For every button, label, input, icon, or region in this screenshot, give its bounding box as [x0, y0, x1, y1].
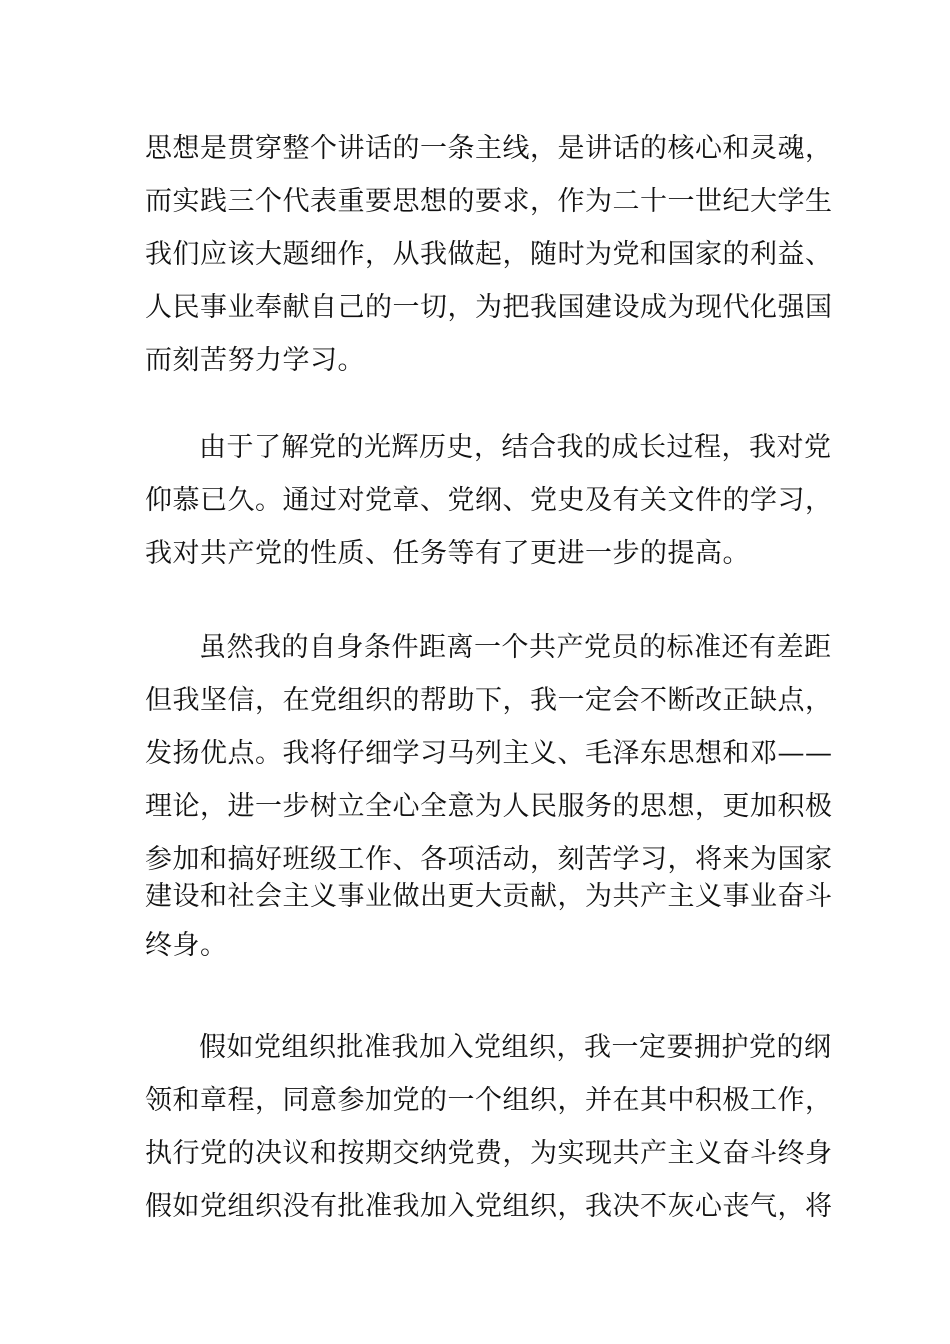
paragraph-2-line-3: 我对共产党的性质、任务等有了更进一步的提高。 — [145, 538, 750, 569]
paragraph-3-line-3: 发扬优点。我将仔细学习马列主义、毛泽东思想和邓—— — [145, 738, 833, 769]
paragraph-3-line-5: 参加和搞好班级工作、各项活动，刻苦学习，将来为国家 — [145, 844, 833, 875]
paragraph-2-line-1: 由于了解党的光辉历史，结合我的成长过程，我对党 — [199, 432, 832, 463]
paragraph-3-line-7: 终身。 — [145, 930, 228, 961]
paragraph-3-line-6: 建设和社会主义事业做出更大贡献，为共产主义事业奋斗 — [145, 881, 833, 912]
paragraph-1-line-3: 我们应该大题细作，从我做起，随时为党和国家的利益、 — [145, 239, 833, 270]
paragraph-2-line-2: 仰慕已久。通过对党章、党纲、党史及有关文件的学习， — [145, 485, 833, 516]
paragraph-3-line-2: 但我坚信，在党组织的帮助下，我一定会不断改正缺点， — [145, 685, 833, 716]
paragraph-1-line-4: 人民事业奉献自己的一切，为把我国建设成为现代化强国 — [145, 292, 833, 323]
paragraph-4-line-1: 假如党组织批准我加入党组织，我一定要拥护党的纲 — [199, 1032, 832, 1063]
paragraph-1-line-2: 而实践三个代表重要思想的要求，作为二十一世纪大学生 — [145, 186, 833, 217]
paragraph-4-line-3: 执行党的决议和按期交纳党费，为实现共产主义奋斗终身 — [145, 1138, 833, 1169]
paragraph-1-line-5: 而刻苦努力学习。 — [145, 345, 365, 376]
paragraph-3-line-1: 虽然我的自身条件距离一个共产党员的标准还有差距 — [199, 632, 832, 663]
paragraph-1-line-1: 思想是贯穿整个讲话的一条主线，是讲话的核心和灵魂， — [145, 133, 833, 164]
paragraph-3-line-4: 理论，进一步树立全心全意为人民服务的思想，更加积极 — [145, 791, 833, 822]
paragraph-4-line-4: 假如党组织没有批准我加入党组织，我决不灰心丧气，将 — [145, 1191, 833, 1222]
paragraph-4-line-2: 领和章程，同意参加党的一个组织，并在其中积极工作， — [145, 1085, 833, 1116]
